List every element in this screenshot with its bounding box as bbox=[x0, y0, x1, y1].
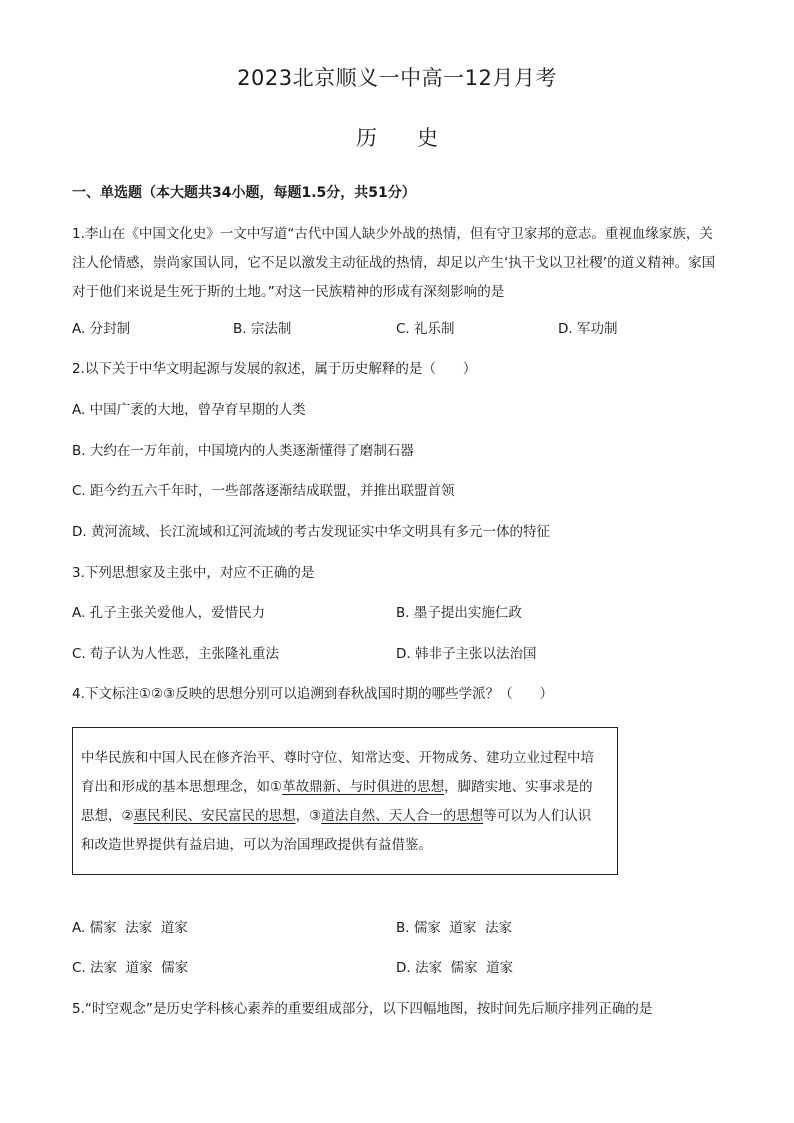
question-4-option-c: C. 法家 道家 儒家 bbox=[72, 960, 189, 976]
question-5-stem: 5.“时空观念”是历史学科核心素养的重要组成部分，以下四幅地图，按时间先后顺序排列正确的是 bbox=[72, 1001, 653, 1017]
quote-text: 等可以为人们认识和改造世界提供有益启迪，可以为治国理政提供有益借鉴。 bbox=[81, 808, 592, 853]
section-heading: 一、单选题（本大题共34小题，每题1.5分，共51分） bbox=[72, 185, 416, 201]
subject-title: 历史 bbox=[356, 126, 478, 150]
question-4-option-b: B. 儒家 道家 法家 bbox=[396, 920, 513, 936]
question-1-option-c: C. 礼乐制 bbox=[396, 321, 455, 337]
question-4-option-d: D. 法家 儒家 道家 bbox=[396, 960, 514, 976]
question-2-option-d: D. 黄河流域、长江流域和辽河流域的考古发现证实中华文明具有多元一体的特征 bbox=[72, 524, 550, 540]
question-3-option-c: C. 荀子认为人性恶，主张隆礼重法 bbox=[72, 646, 280, 662]
question-1-option-b: B. 宗法制 bbox=[233, 321, 292, 337]
question-3-option-d: D. 韩非子主张以法治国 bbox=[396, 646, 537, 662]
question-2-option-a: A. 中国广袤的大地，曾孕育早期的人类 bbox=[72, 402, 306, 418]
question-1-stem: 1.李山在《中国文化史》一文中写道“古代中国人缺少外战的热情，但有守卫家邦的意志。重视血缘家族，关注人伦情感，崇尚家国认同，它不足以激发主动征战的热情，却足以产生‘执干戈以卫社稷’的道义精神。家国对于他们来说是生死于斯的土地。”对这一民族精神的形成有深刻影响的是 bbox=[72, 226, 716, 300]
question-3-option-b: B. 墨子提出实施仁政 bbox=[396, 605, 522, 621]
question-1-option-d: D. 军功制 bbox=[558, 321, 618, 337]
question-2-option-b: B. 大约在一万年前，中国境内的人类逐渐懂得了磨制石器 bbox=[72, 443, 414, 459]
question-2-option-c: C. 距今约五六千年时，一些部落逐渐结成联盟，并推出联盟首领 bbox=[72, 483, 455, 499]
question-3-option-a: A. 孔子主张关爱他人，爱惜民力 bbox=[72, 605, 266, 621]
quote-text: ，脚踏实地、实事求是的思想，② bbox=[81, 779, 593, 824]
quote-underline-3: 道法自然、天人合一的思想 bbox=[321, 808, 484, 824]
quote-underline-1: 革故鼎新、与时俱进的思想 bbox=[282, 779, 445, 795]
question-4-option-a: A. 儒家 法家 道家 bbox=[72, 920, 188, 936]
exam-title: 2023北京顺义一中高一12月月考 bbox=[237, 66, 557, 90]
question-4-stem: 4.下文标注①②③反映的思想分别可以追溯到春秋战国时期的哪些学派？（ ） bbox=[72, 686, 554, 702]
quote-text: 中华民族和中国人民在修齐治平、尊时守位、知常达变、开物成务、建功立业过程中培育出和形成的基本思想理念，如① bbox=[81, 750, 594, 795]
quote-underline-2: 惠民利民、安民富民的思想 bbox=[133, 808, 296, 824]
question-1-option-a: A. 分封制 bbox=[72, 321, 131, 337]
quote-text: ，③ bbox=[295, 808, 322, 824]
question-2-stem: 2.以下关于中华文明起源与发展的叙述，属于历史解释的是（ ） bbox=[72, 361, 477, 377]
question-4-quote-box bbox=[72, 727, 618, 875]
question-3-stem: 3.下列思想家及主张中，对应不正确的是 bbox=[72, 565, 315, 581]
